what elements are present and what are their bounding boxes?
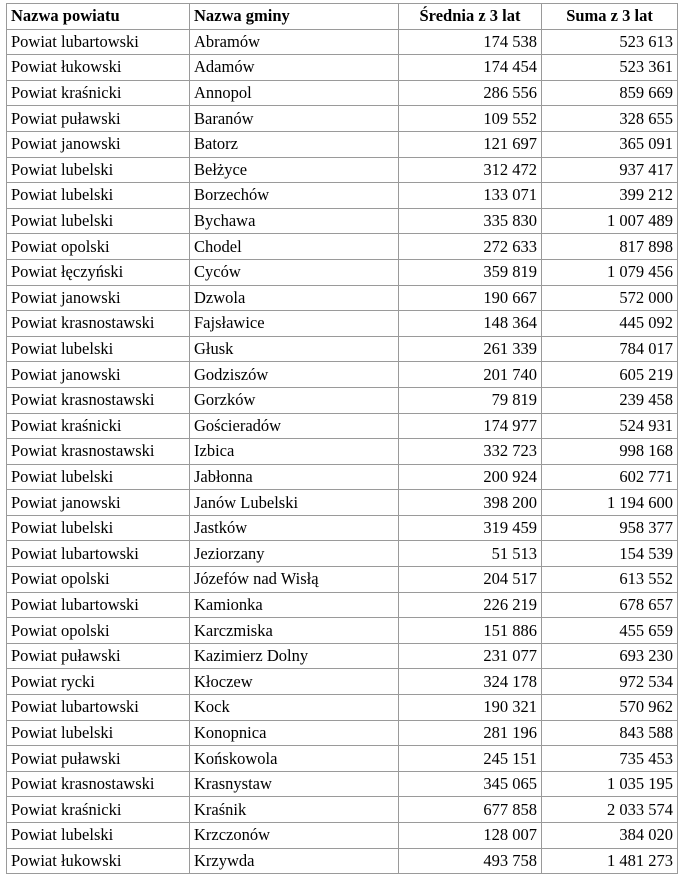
cell-suma: 570 962 — [542, 695, 678, 721]
cell-powiat: Powiat janowski — [7, 285, 190, 311]
cell-powiat: Powiat krasnostawski — [7, 439, 190, 465]
cell-powiat: Powiat krasnostawski — [7, 311, 190, 337]
table-row — [7, 259, 678, 285]
table-row — [7, 695, 678, 721]
table-row — [7, 387, 678, 413]
cell-gmina: Baranów — [190, 106, 399, 132]
cell-srednia: 493 758 — [399, 848, 542, 874]
cell-suma: 1 035 195 — [542, 771, 678, 797]
cell-gmina: Jabłonna — [190, 464, 399, 490]
cell-suma: 998 168 — [542, 439, 678, 465]
cell-suma: 523 613 — [542, 29, 678, 55]
cell-srednia: 312 472 — [399, 157, 542, 183]
table-row — [7, 823, 678, 849]
cell-powiat: Powiat kraśnicki — [7, 413, 190, 439]
cell-powiat: Powiat lubartowski — [7, 592, 190, 618]
cell-suma: 1 481 273 — [542, 848, 678, 874]
column-header-srednia: Średnia z 3 lat — [399, 4, 542, 30]
cell-gmina: Borzechów — [190, 183, 399, 209]
cell-powiat: Powiat lubartowski — [7, 695, 190, 721]
cell-srednia: 204 517 — [399, 567, 542, 593]
cell-powiat: Powiat lubelski — [7, 208, 190, 234]
cell-gmina: Głusk — [190, 336, 399, 362]
cell-powiat: Powiat opolski — [7, 567, 190, 593]
table-row — [7, 541, 678, 567]
table-row — [7, 464, 678, 490]
cell-powiat: Powiat puławski — [7, 643, 190, 669]
table-row — [7, 592, 678, 618]
cell-suma: 843 588 — [542, 720, 678, 746]
cell-srednia: 226 219 — [399, 592, 542, 618]
cell-srednia: 151 886 — [399, 618, 542, 644]
cell-gmina: Adamów — [190, 55, 399, 81]
cell-gmina: Konopnica — [190, 720, 399, 746]
cell-gmina: Końskowola — [190, 746, 399, 772]
cell-suma: 678 657 — [542, 592, 678, 618]
cell-powiat: Powiat rycki — [7, 669, 190, 695]
cell-powiat: Powiat lubelski — [7, 515, 190, 541]
cell-suma: 524 931 — [542, 413, 678, 439]
cell-powiat: Powiat kraśnicki — [7, 797, 190, 823]
cell-gmina: Abramów — [190, 29, 399, 55]
cell-gmina: Kock — [190, 695, 399, 721]
cell-gmina: Józefów nad Wisłą — [190, 567, 399, 593]
cell-powiat: Powiat janowski — [7, 362, 190, 388]
table-row — [7, 362, 678, 388]
cell-powiat: Powiat lubartowski — [7, 29, 190, 55]
cell-suma: 1 079 456 — [542, 259, 678, 285]
table-row — [7, 746, 678, 772]
cell-gmina: Karczmiska — [190, 618, 399, 644]
cell-gmina: Gorzków — [190, 387, 399, 413]
table-row — [7, 311, 678, 337]
cell-srednia: 201 740 — [399, 362, 542, 388]
cell-powiat: Powiat lubelski — [7, 720, 190, 746]
header-row — [7, 4, 678, 30]
cell-gmina: Izbica — [190, 439, 399, 465]
cell-powiat: Powiat lubelski — [7, 157, 190, 183]
table-row — [7, 413, 678, 439]
cell-suma: 1 007 489 — [542, 208, 678, 234]
cell-suma: 399 212 — [542, 183, 678, 209]
table-row — [7, 336, 678, 362]
cell-powiat: Powiat lubelski — [7, 183, 190, 209]
table-row — [7, 234, 678, 260]
table-row — [7, 55, 678, 81]
table-row — [7, 157, 678, 183]
column-header-suma: Suma z 3 lat — [542, 4, 678, 30]
cell-suma: 384 020 — [542, 823, 678, 849]
cell-suma: 937 417 — [542, 157, 678, 183]
cell-gmina: Kraśnik — [190, 797, 399, 823]
cell-srednia: 261 339 — [399, 336, 542, 362]
column-header-powiat: Nazwa powiatu — [7, 4, 190, 30]
table-row — [7, 618, 678, 644]
cell-srednia: 319 459 — [399, 515, 542, 541]
cell-suma: 735 453 — [542, 746, 678, 772]
cell-srednia: 51 513 — [399, 541, 542, 567]
data-table — [6, 3, 678, 874]
cell-powiat: Powiat lubelski — [7, 464, 190, 490]
cell-srednia: 174 454 — [399, 55, 542, 81]
table-row — [7, 567, 678, 593]
cell-srednia: 677 858 — [399, 797, 542, 823]
cell-suma: 154 539 — [542, 541, 678, 567]
cell-srednia: 335 830 — [399, 208, 542, 234]
cell-suma: 2 033 574 — [542, 797, 678, 823]
table-row — [7, 720, 678, 746]
cell-srednia: 324 178 — [399, 669, 542, 695]
cell-suma: 972 534 — [542, 669, 678, 695]
cell-suma: 1 194 600 — [542, 490, 678, 516]
cell-srednia: 245 151 — [399, 746, 542, 772]
table-row — [7, 439, 678, 465]
cell-srednia: 174 977 — [399, 413, 542, 439]
cell-powiat: Powiat łukowski — [7, 55, 190, 81]
cell-suma: 958 377 — [542, 515, 678, 541]
cell-gmina: Annopol — [190, 80, 399, 106]
cell-suma: 693 230 — [542, 643, 678, 669]
cell-powiat: Powiat kraśnicki — [7, 80, 190, 106]
table-row — [7, 285, 678, 311]
cell-suma: 239 458 — [542, 387, 678, 413]
cell-powiat: Powiat lubartowski — [7, 541, 190, 567]
cell-suma: 602 771 — [542, 464, 678, 490]
table-row — [7, 106, 678, 132]
cell-srednia: 200 924 — [399, 464, 542, 490]
cell-gmina: Jastków — [190, 515, 399, 541]
cell-suma: 572 000 — [542, 285, 678, 311]
cell-powiat: Powiat janowski — [7, 490, 190, 516]
cell-srednia: 231 077 — [399, 643, 542, 669]
cell-suma: 817 898 — [542, 234, 678, 260]
table-row — [7, 29, 678, 55]
cell-gmina: Fajsławice — [190, 311, 399, 337]
table-row — [7, 797, 678, 823]
cell-gmina: Kamionka — [190, 592, 399, 618]
table-row — [7, 643, 678, 669]
cell-gmina: Kłoczew — [190, 669, 399, 695]
table-row — [7, 80, 678, 106]
cell-powiat: Powiat łukowski — [7, 848, 190, 874]
cell-gmina: Krzywda — [190, 848, 399, 874]
cell-suma: 859 669 — [542, 80, 678, 106]
cell-srednia: 128 007 — [399, 823, 542, 849]
column-header-gmina: Nazwa gminy — [190, 4, 399, 30]
table-row — [7, 183, 678, 209]
cell-gmina: Batorz — [190, 131, 399, 157]
table-row — [7, 490, 678, 516]
cell-srednia: 281 196 — [399, 720, 542, 746]
cell-powiat: Powiat puławski — [7, 746, 190, 772]
cell-suma: 613 552 — [542, 567, 678, 593]
cell-srednia: 272 633 — [399, 234, 542, 260]
cell-gmina: Krasnystaw — [190, 771, 399, 797]
cell-gmina: Gościeradów — [190, 413, 399, 439]
cell-powiat: Powiat lubelski — [7, 823, 190, 849]
cell-powiat: Powiat opolski — [7, 234, 190, 260]
cell-srednia: 190 667 — [399, 285, 542, 311]
table-row — [7, 771, 678, 797]
table-row — [7, 848, 678, 874]
cell-srednia: 345 065 — [399, 771, 542, 797]
cell-gmina: Chodel — [190, 234, 399, 260]
cell-suma: 445 092 — [542, 311, 678, 337]
cell-srednia: 398 200 — [399, 490, 542, 516]
cell-gmina: Jeziorzany — [190, 541, 399, 567]
cell-srednia: 133 071 — [399, 183, 542, 209]
cell-powiat: Powiat łęczyński — [7, 259, 190, 285]
cell-gmina: Janów Lubelski — [190, 490, 399, 516]
cell-srednia: 174 538 — [399, 29, 542, 55]
cell-suma: 523 361 — [542, 55, 678, 81]
cell-srednia: 359 819 — [399, 259, 542, 285]
cell-powiat: Powiat puławski — [7, 106, 190, 132]
cell-powiat: Powiat krasnostawski — [7, 771, 190, 797]
cell-srednia: 332 723 — [399, 439, 542, 465]
cell-gmina: Krzczonów — [190, 823, 399, 849]
cell-srednia: 109 552 — [399, 106, 542, 132]
table-row — [7, 669, 678, 695]
cell-srednia: 148 364 — [399, 311, 542, 337]
cell-powiat: Powiat krasnostawski — [7, 387, 190, 413]
cell-powiat: Powiat janowski — [7, 131, 190, 157]
cell-powiat: Powiat opolski — [7, 618, 190, 644]
cell-gmina: Bychawa — [190, 208, 399, 234]
cell-srednia: 121 697 — [399, 131, 542, 157]
cell-gmina: Bełżyce — [190, 157, 399, 183]
cell-suma: 328 655 — [542, 106, 678, 132]
cell-srednia: 79 819 — [399, 387, 542, 413]
cell-suma: 784 017 — [542, 336, 678, 362]
table-row — [7, 208, 678, 234]
cell-gmina: Kazimierz Dolny — [190, 643, 399, 669]
table-row — [7, 131, 678, 157]
cell-srednia: 190 321 — [399, 695, 542, 721]
cell-gmina: Cyców — [190, 259, 399, 285]
cell-powiat: Powiat lubelski — [7, 336, 190, 362]
cell-suma: 605 219 — [542, 362, 678, 388]
cell-gmina: Dzwola — [190, 285, 399, 311]
cell-suma: 365 091 — [542, 131, 678, 157]
cell-srednia: 286 556 — [399, 80, 542, 106]
table-row — [7, 515, 678, 541]
cell-suma: 455 659 — [542, 618, 678, 644]
cell-gmina: Godziszów — [190, 362, 399, 388]
